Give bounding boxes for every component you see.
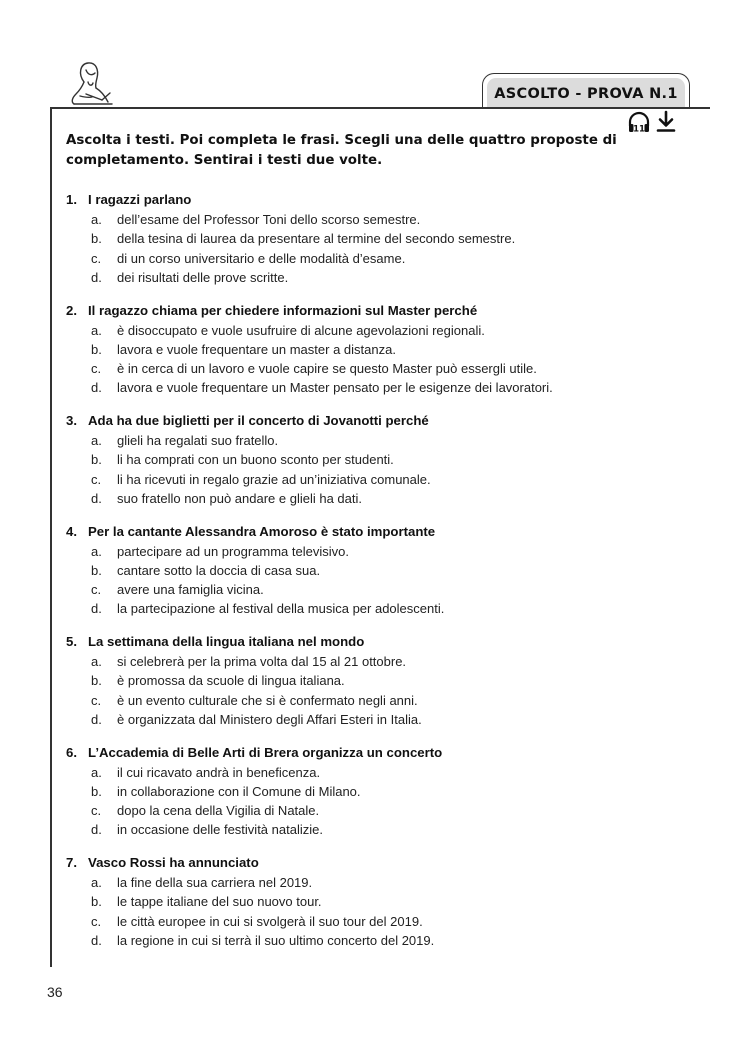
option-text: è promossa da scuole di lingua italiana. <box>117 673 345 689</box>
option-text: è in cerca di un lavoro e vuole capire se questo Master può essergli utile. <box>117 361 537 377</box>
question-number: 7. <box>66 855 77 870</box>
question-title <box>66 632 686 652</box>
option-letter: a. <box>91 875 102 890</box>
option-c[interactable] <box>66 470 686 489</box>
question-number: 2. <box>66 302 77 318</box>
question-title <box>66 411 686 431</box>
option-a[interactable] <box>66 652 686 671</box>
option-text: avere una famiglia vicina. <box>117 582 264 598</box>
option-letter: d. <box>91 932 102 948</box>
option-list <box>66 431 686 508</box>
option-list <box>66 873 686 950</box>
option-d[interactable] <box>66 710 686 729</box>
option-list <box>66 542 686 619</box>
question-prompt: La settimana della lingua italiana nel mondo <box>88 634 365 649</box>
option-text: le tappe italiane del suo nuovo tour. <box>117 894 322 910</box>
question-prompt: Vasco Rossi ha annunciato <box>88 855 259 870</box>
option-b[interactable] <box>66 340 686 359</box>
option-list <box>66 652 686 729</box>
option-letter: d. <box>91 822 102 838</box>
option-b[interactable] <box>66 782 686 801</box>
option-letter: d. <box>91 711 102 727</box>
question <box>66 411 686 522</box>
option-text: è un evento culturale che si è confermato negli anni. <box>117 692 418 708</box>
option-letter: b. <box>91 894 102 910</box>
option-text: li ha comprati con un buono sconto per studenti. <box>117 452 394 468</box>
option-letter: c. <box>91 803 102 819</box>
option-text: partecipare ad un programma televisivo. <box>117 543 349 559</box>
option-letter: c. <box>91 361 102 377</box>
option-letter: a. <box>91 654 102 669</box>
option-text: suo fratello non può andare e glieli ha dati. <box>117 490 363 506</box>
question <box>66 853 686 964</box>
question-number: 3. <box>66 413 77 428</box>
question-number: 1. <box>66 192 77 207</box>
option-text: si celebrerà per la prima volta dal 15 al 21 ottobre. <box>117 654 407 669</box>
option-d[interactable] <box>66 820 686 839</box>
option-letter: c. <box>91 692 102 708</box>
option-letter: b. <box>91 673 102 689</box>
option-text: cantare sotto la doccia di casa sua. <box>117 562 321 578</box>
option-letter: a. <box>91 764 102 780</box>
option-text: lavora e vuole frequentare un master a distanza. <box>117 341 396 357</box>
option-text: li ha ricevuti in regalo grazie ad un’iniziativa comunale. <box>117 471 431 487</box>
option-d[interactable] <box>66 268 686 287</box>
option-c[interactable] <box>66 801 686 820</box>
question-prompt: I ragazzi parlano <box>88 192 192 207</box>
option-letter: b. <box>91 783 102 799</box>
option-c[interactable] <box>66 580 686 599</box>
option-d[interactable] <box>66 378 686 397</box>
section-label: ASCOLTO - PROVA N.1 <box>487 78 685 109</box>
question-number: 5. <box>66 634 77 649</box>
section-tab <box>482 73 690 109</box>
option-text: dei risultati delle prove scritte. <box>117 269 289 285</box>
question-prompt: L’Accademia di Belle Arti di Brera organizza un concerto <box>88 744 443 760</box>
student-writing-icon <box>62 60 118 110</box>
option-letter: a. <box>91 212 102 227</box>
option-a[interactable] <box>66 873 686 892</box>
option-text: glieli ha regalati suo fratello. <box>117 433 279 448</box>
option-text: le città europee in cui si svolgerà il suo tour del 2019. <box>117 913 423 929</box>
option-text: la partecipazione al festival della musica per adolescenti. <box>117 601 445 617</box>
option-list <box>66 210 686 287</box>
option-a[interactable] <box>66 542 686 561</box>
instructions: Ascolta i testi. Poi completa le frasi. Scegli una delle quattro proposte di completamento. Sentirai i testi due volte. <box>66 133 617 168</box>
option-a[interactable] <box>66 321 686 340</box>
question <box>66 743 686 854</box>
option-c[interactable] <box>66 691 686 710</box>
option-list <box>66 763 686 840</box>
option-letter: d. <box>91 269 102 285</box>
question-title <box>66 743 686 763</box>
option-letter: d. <box>91 601 102 617</box>
option-letter: c. <box>91 250 102 266</box>
question <box>66 190 686 301</box>
question-title <box>66 301 686 321</box>
question-title <box>66 522 686 542</box>
option-a[interactable] <box>66 210 686 229</box>
option-text: è organizzata dal Ministero degli Affari Esteri in Italia. <box>117 711 422 727</box>
option-list <box>66 321 686 398</box>
question <box>66 522 686 633</box>
option-a[interactable] <box>66 431 686 450</box>
option-letter: b. <box>91 562 102 578</box>
track-number: 11 <box>633 124 645 134</box>
page-number: 36 <box>47 984 63 1000</box>
option-text: dopo la cena della Vigilia di Natale. <box>117 803 320 819</box>
option-a[interactable] <box>66 763 686 782</box>
option-b[interactable] <box>66 229 686 248</box>
option-c[interactable] <box>66 359 686 378</box>
option-b[interactable] <box>66 561 686 580</box>
option-letter: a. <box>91 543 102 559</box>
option-b[interactable] <box>66 671 686 690</box>
option-letter: c. <box>91 582 102 598</box>
option-text: il cui ricavato andrà in beneficenza. <box>117 764 321 780</box>
option-c[interactable] <box>66 912 686 931</box>
option-text: la regione in cui si terrà il suo ultimo concerto del 2019. <box>117 932 435 948</box>
option-d[interactable] <box>66 489 686 508</box>
option-b[interactable] <box>66 450 686 469</box>
option-letter: b. <box>91 452 102 468</box>
question-list <box>66 190 686 964</box>
option-text: in collaborazione con il Comune di Milano. <box>117 783 361 799</box>
option-text: lavora e vuole frequentare un Master pensato per le esigenze dei lavoratori. <box>117 380 553 396</box>
option-letter: b. <box>91 341 102 357</box>
question <box>66 632 686 743</box>
header-rule <box>50 107 710 109</box>
option-text: è disoccupato e vuole usufruire di alcune agevolazioni regionali. <box>117 322 485 338</box>
option-d[interactable] <box>66 931 686 950</box>
option-text: della tesina di laurea da presentare al termine del secondo semestre. <box>117 231 516 247</box>
question <box>66 301 686 412</box>
option-letter: d. <box>91 380 102 396</box>
question-prompt: Il ragazzo chiama per chiedere informazioni sul Master perché <box>88 302 478 318</box>
question-prompt: Per la cantante Alessandra Amoroso è stato importante <box>88 523 436 539</box>
margin-rule <box>50 107 52 967</box>
question-title <box>66 853 686 873</box>
option-letter: d. <box>91 490 102 506</box>
option-text: la fine della sua carriera nel 2019. <box>117 875 313 890</box>
question-number: 6. <box>66 744 77 760</box>
question-number: 4. <box>66 523 77 539</box>
option-letter: b. <box>91 231 102 247</box>
option-d[interactable] <box>66 599 686 618</box>
question-title <box>66 190 686 210</box>
option-letter: a. <box>91 322 102 338</box>
option-text: in occasione delle festività natalizie. <box>117 822 323 838</box>
option-letter: c. <box>91 913 102 929</box>
option-letter: c. <box>91 471 102 487</box>
option-text: dell’esame del Professor Toni dello scorso semestre. <box>117 212 421 227</box>
option-letter: a. <box>91 433 102 448</box>
option-text: di un corso universitario e delle modalità d’esame. <box>117 250 406 266</box>
option-b[interactable] <box>66 892 686 911</box>
option-c[interactable] <box>66 249 686 268</box>
question-prompt: Ada ha due biglietti per il concerto di Jovanotti perché <box>88 413 429 428</box>
